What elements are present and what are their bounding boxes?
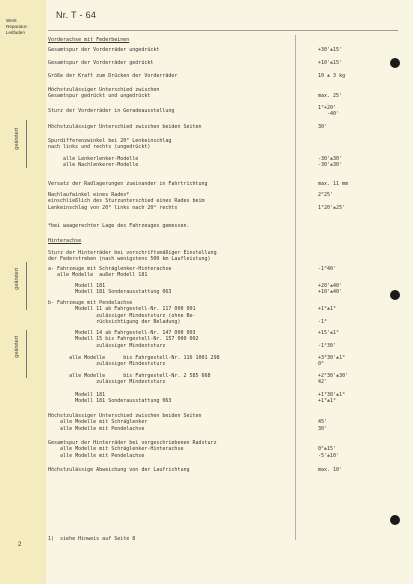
change-label: geändert	[14, 128, 20, 150]
change-label: geändert	[14, 268, 20, 290]
footnote: 1) siehe Hinweis auf Seite 8	[48, 536, 136, 542]
spec-value: +15'±1° -1°30'	[318, 330, 340, 349]
spec-row: Nachlaufwinkel eines Rades* einschließlich des Sturzunterschied eines Rades beim Lenkeinschlag von 20° links nach 20° rechts	[48, 192, 205, 211]
spec-row: Modell 181 Modell 181 Sonderausstattung 063	[75, 283, 172, 296]
spec-value: +1°±1° -1°	[318, 306, 337, 325]
change-bar	[26, 120, 27, 168]
spec-row: Höchstzulässiger Unterschied zwischen beiden Seiten	[48, 124, 202, 130]
section-heading-rear-axle: Hinterachse	[48, 238, 82, 244]
spec-row: alle Modelle bis Fahrgestell-Nr. 116 1001 298 zulässiger Mindeststurz	[69, 355, 220, 368]
spec-row: Gesamtspur der Vorderräder ungedrückt	[48, 47, 160, 53]
spec-row: Sturz der Vorderräder in Geradeausstellung	[48, 108, 175, 114]
spec-row: Modell 181 Modell 181 Sonderausstattung 063	[75, 392, 172, 405]
spec-row: alle Lenkerlenker-Modelle alle Nachlenkerer-Modelle	[63, 156, 139, 169]
spec-value: -1°40'	[318, 266, 337, 272]
spec-value: 10 ± 3 kg	[318, 73, 346, 79]
change-bar	[26, 330, 27, 378]
spec-row: Gesamtspur der Hinterräder bei vorgeschriebenen Radsturz alle Modelle mit Schräglenker-Hinterachse alle Modelle mit Pendelachse	[48, 440, 217, 459]
spec-value: 45' 30'	[318, 419, 328, 432]
brand-block	[6, 18, 28, 36]
spec-row: Modell 14 ab Fahrgestell-Nr. 147 000 003 Modell 15 bis Fahrgestell-Nr. 157 000 002 zulässiger Mindeststurz	[75, 330, 199, 349]
spec-row: Spurdifferenzwinkel bei 20° Lenkeinschlag nach links und rechts (ungedrückt)	[48, 138, 172, 151]
spec-row: Gesamtspur der Vorderräder gedrückt	[48, 60, 154, 66]
spec-value: +10'±15'	[318, 60, 343, 66]
spec-row: Höchstzulässiger Unterschied zwischen beiden Seiten alle Modelle mit Schräglenker alle Modelle mit Pendelachse	[48, 413, 202, 432]
left-margin-strip	[0, 0, 46, 584]
spec-value: max. 11 mm	[318, 181, 349, 187]
spec-value: -30'±30' -30'±30'	[318, 156, 343, 169]
spec-value: +20'±40' +10'±40'	[318, 283, 343, 296]
punch-hole	[390, 58, 400, 68]
document-number: Nr. T - 64	[56, 10, 97, 20]
spec-value: +2°30'±30' 42'	[318, 373, 349, 386]
spec-value: 0°±15' -5'±10'	[318, 446, 340, 459]
spec-value: +3°30'±1° 0°	[318, 355, 346, 368]
spec-row: Höchstzulässiger Unterschied zwischen Gesamtspur gedrückt und ungedrückt	[48, 87, 160, 100]
spec-value: 2°25' 1°20'±25'	[318, 192, 346, 211]
page-number: 2	[18, 542, 22, 548]
spec-row: a- Fahrzeuge mit Schräglenker-Hinterachse alle Modelle außer Modell 181	[48, 266, 172, 279]
spec-row: b- Fahrzeuge mit Pendelachse Modell 11 ab Fahrgestell-Nr. 117 000 001 zulässiger Mindeststurz (ohne Be- rücksichtigung der Beladung)	[48, 300, 196, 326]
section-heading-front-axle: Vorderachse mit Federbeinen	[48, 37, 130, 43]
punch-hole	[390, 515, 400, 525]
punch-hole	[390, 290, 400, 300]
spec-row: Sturz der Hinterräder bei vorschriftsmäßiger Einstellung der Federstreben (nach wenigstens 500 km Laufleistung)	[48, 250, 217, 263]
spec-row: alle Modelle bis Fahrgestell-Nr. 2 585 668 zulässiger Mindeststurz	[69, 373, 211, 386]
spec-row: Größe der Kraft zum Drücken der Vorderräder	[48, 73, 178, 79]
footnote-star: *bei waagerechter Lage des Fahrzeuges gemessen.	[48, 223, 190, 229]
spec-value: max. 25'	[318, 93, 343, 99]
change-bar	[26, 262, 27, 310]
brand-line: Werk	[6, 18, 17, 23]
spec-value: +30'±15'	[318, 47, 343, 53]
spec-value: +1°30'±1° +1°±1°	[318, 392, 346, 405]
spec-row: Höchstzulässige Abweichung von der Laufrichtung	[48, 467, 190, 473]
change-label: geändert	[14, 336, 20, 358]
brand-line: Reparatur-	[6, 24, 28, 29]
spec-value: 1°+20' -40'	[318, 105, 340, 118]
header-rule	[48, 30, 398, 31]
spec-value: max. 10'	[318, 467, 343, 473]
brand-line: Leitfaden	[6, 30, 25, 35]
spec-row: Versatz der Radlagerungen zueinander in Fahrtrichtung	[48, 181, 208, 187]
spec-value: 30'	[318, 124, 328, 130]
